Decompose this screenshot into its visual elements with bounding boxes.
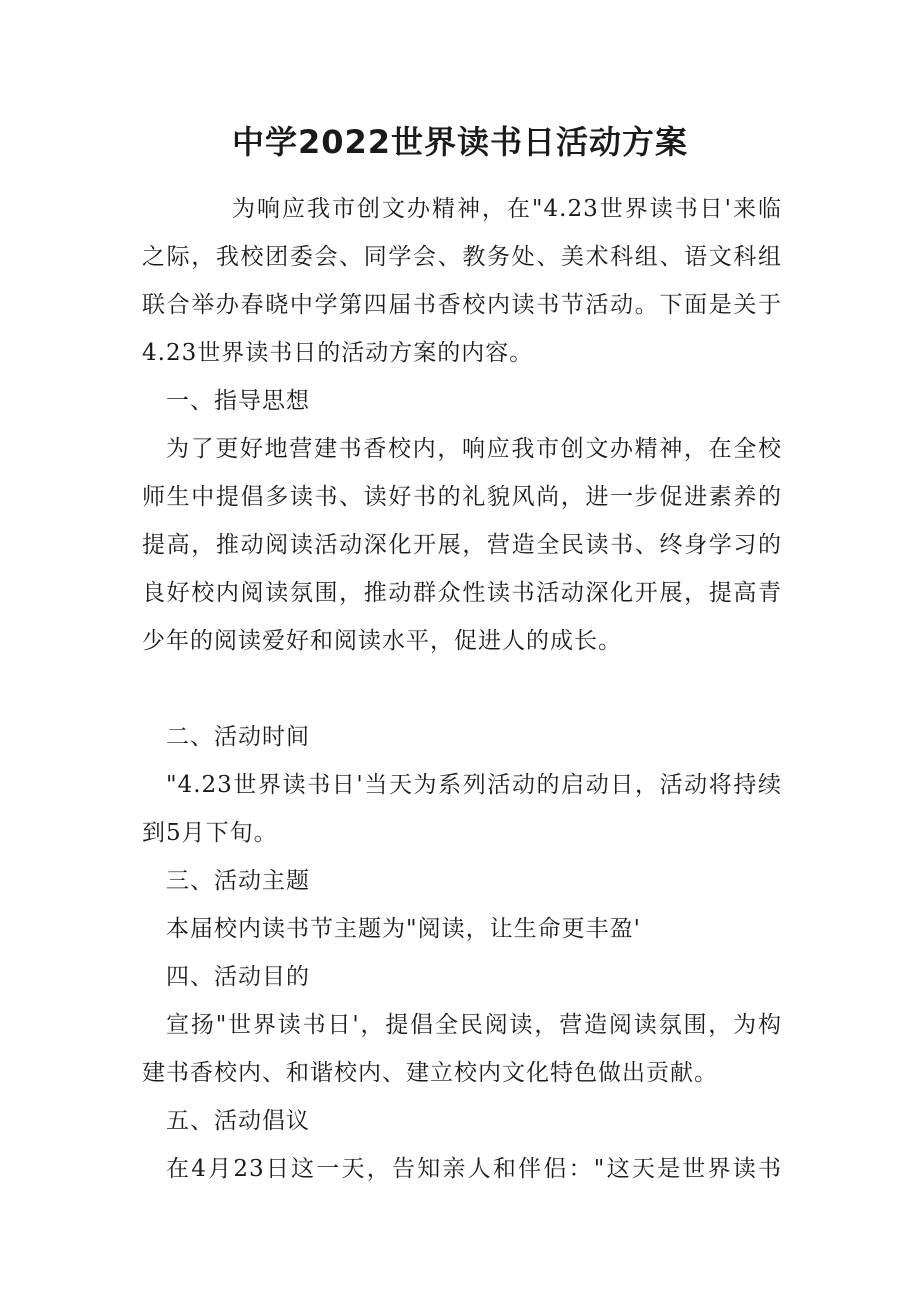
paragraph-line: 师生中提倡多读书、读好书的礼貌风尚，进一步促进素养的 xyxy=(142,484,782,510)
paragraph-line: 之际，我校团委会、同学会、教务处、美术科组、语文科组 xyxy=(142,244,782,270)
paragraph-line: 为响应我市创文办精神，在"4.23世界读书日'来临 xyxy=(232,196,782,222)
section-heading: 四、活动目的 xyxy=(166,964,310,990)
paragraph-line: 本届校内读书节主题为"阅读，让生命更丰盈' xyxy=(166,916,641,942)
document-title: 中学2022世界读书日活动方案 xyxy=(231,123,689,161)
section-heading: 二、活动时间 xyxy=(166,724,310,750)
paragraph-line: 为了更好地营建书香校内，响应我市创文办精神，在全校 xyxy=(166,436,782,462)
paragraph-line: 在4月23日这一天，告知亲人和伴侣："这天是世界读书 xyxy=(166,1156,782,1182)
paragraph-line: 联合举办春晓中学第四届书香校内读书节活动。下面是关于 xyxy=(142,292,782,318)
paragraph-line: 到5月下旬。 xyxy=(142,820,278,846)
section-heading: 一、指导思想 xyxy=(166,388,310,414)
paragraph-line: 良好校内阅读氛围，推动群众性读书活动深化开展，提高青 xyxy=(142,580,782,606)
paragraph-line: 建书香校内、和谐校内、建立校内文化特色做出贡献。 xyxy=(142,1060,718,1086)
section-heading: 五、活动倡议 xyxy=(166,1108,310,1134)
paragraph-line: 提高，推动阅读活动深化开展，营造全民读书、终身学习的 xyxy=(142,532,782,558)
paragraph-line: 少年的阅读爱好和阅读水平，促进人的成长。 xyxy=(142,628,622,654)
paragraph-line: 4.23世界读书日的活动方案的内容。 xyxy=(142,340,534,366)
paragraph-line: "4.23世界读书日'当天为系列活动的启动日，活动将持续 xyxy=(166,772,782,798)
section-heading: 三、活动主题 xyxy=(166,868,310,894)
paragraph-line: 宣扬"世界读书日'，提倡全民阅读，营造阅读氛围，为构 xyxy=(166,1012,782,1038)
